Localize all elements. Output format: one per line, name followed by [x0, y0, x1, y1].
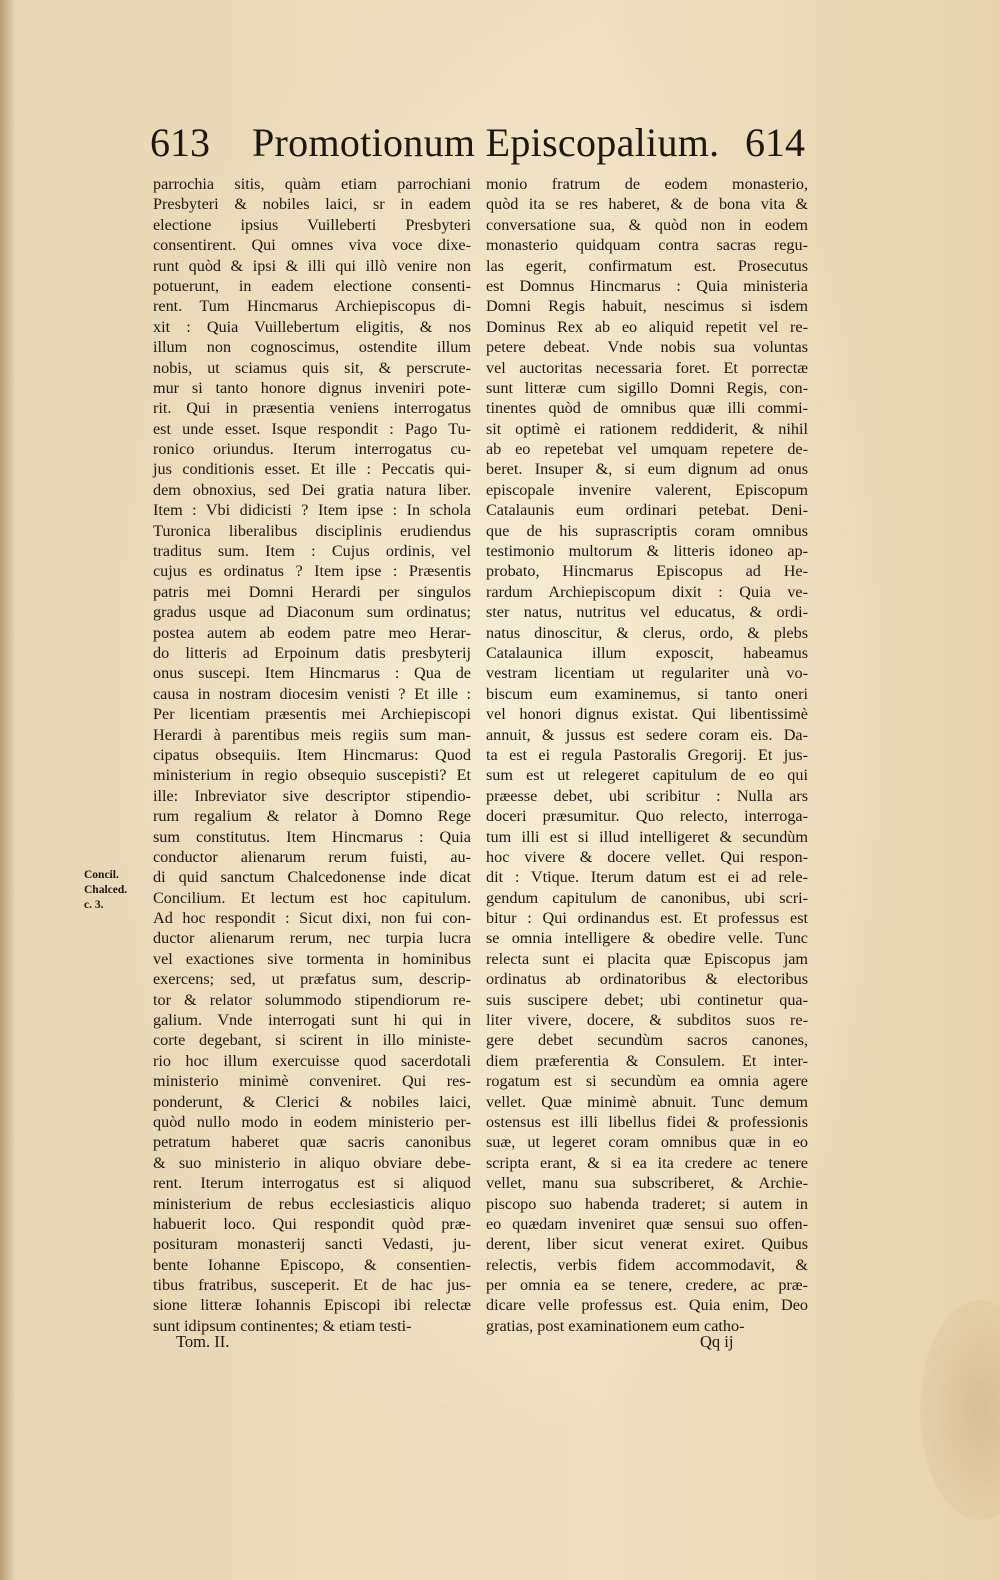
- text-line: dit : Vtique. Iterum datum est ei ad rele-: [486, 868, 808, 887]
- text-line: di quid sanctum Chalcedonense inde dicat: [153, 868, 471, 887]
- text-line: conductor alienarum rerum fuisti, au-: [153, 847, 471, 866]
- text-line: ostensus est illi libellus fidei & professionis: [486, 1112, 808, 1131]
- text-line: suæ, ut legeret coram omnibus quæ in eo: [486, 1133, 808, 1152]
- text-line: runt quòd & ipsi & illi qui illò venire non: [153, 256, 471, 275]
- text-line: natus dinoscitur, & clerus, ordo, & plebs: [486, 623, 808, 642]
- text-line: monasterio quidquam contra sacras regu-: [486, 236, 808, 255]
- text-line: ille: Inbreviator sive descriptor stipendio-: [153, 786, 471, 805]
- text-line: Dominus Rex ab eo aliquid repetit vel re-: [486, 317, 808, 336]
- text-line: tor & relator solummodo stipendiorum re-: [153, 990, 471, 1009]
- text-line: postea autem ab eodem patre meo Herar-: [153, 623, 471, 642]
- text-line: vellet. Quæ minimè abnuit. Tunc demum: [486, 1092, 808, 1111]
- text-line: patris mei Domni Herardi per singulos: [153, 582, 471, 601]
- text-line: potuerunt, in eadem electione consenti-: [153, 276, 471, 295]
- text-line: jus conditionis esset. Et ille : Peccatis qui-: [153, 460, 471, 479]
- text-line: tinentes quòd de omnibus quæ illi commi-: [486, 399, 808, 418]
- text-line: rio hoc illum exercuisse quod sacerdotali: [153, 1051, 471, 1070]
- text-line: præesse debet, ubi scribitur : Nulla ars: [486, 786, 808, 805]
- text-line: posituram monasterij sancti Vedasti, ju-: [153, 1235, 471, 1254]
- text-line: ministerium de rebus ecclesiasticis aliquo: [153, 1194, 471, 1213]
- text-line: Catalaunica illum exposcit, habeamus: [486, 643, 808, 662]
- text-line: que de his suprascriptis coram omnibus: [486, 521, 808, 540]
- margin-note-line: c. 3.: [84, 899, 104, 911]
- text-line: ministerio minimè conveniret. Qui res-: [153, 1072, 471, 1091]
- text-line: monio fratrum de eodem monasterio,: [486, 175, 808, 193]
- text-line: causa in nostram diocesim venisti ? Et ille :: [153, 684, 471, 703]
- text-line: electione ipsius Vuilleberti Presbyteri: [153, 215, 471, 234]
- text-line: petratum haberet quæ sacris canonibus: [153, 1133, 471, 1152]
- text-line: gendum capitulum de canonibus, ubi scri-: [486, 888, 808, 907]
- page-header: [150, 118, 805, 168]
- text-line: petere debeat. Vnde nobis sua voluntas: [486, 338, 808, 357]
- text-line: rit. Qui in præsentia veniens interrogatus: [153, 399, 471, 418]
- text-line: dicare velle professus est. Quia enim, Deo: [486, 1296, 808, 1315]
- text-line: ductor alienarum rerum, nec turpia lucra: [153, 929, 471, 948]
- text-line: se omnia intelligere & obedire velle. Tunc: [486, 929, 808, 948]
- text-line: sum est ut relegeret capitulum de eo qui: [486, 766, 808, 785]
- text-line: habuerit loco. Qui respondit quòd præ-: [153, 1214, 471, 1233]
- text-line: rum regalium & relator à Domno Rege: [153, 807, 471, 826]
- text-line: Turonica liberalibus disciplinis erudiendus: [153, 521, 471, 540]
- text-line: suis suscipere debet; ubi continetur qua-: [486, 990, 808, 1009]
- text-line: liter vivere, docere, & subditos suos re-: [486, 1011, 808, 1030]
- text-line: & suo ministerio in aliquo obviare debe-: [153, 1153, 471, 1172]
- text-line: rogatum est si secundùm ea omnia agere: [486, 1072, 808, 1091]
- text-line: ta est ei regula Pastoralis Gregorij. Et jus-: [486, 745, 808, 764]
- text-line: Per licentiam præsentis mei Archiepiscopi: [153, 705, 471, 724]
- text-line: illum non cognoscimus, ostendite illum: [153, 338, 471, 357]
- volume-label: Tom. II.: [176, 1332, 230, 1351]
- text-line: bitur : Qui ordinandus est. Et professus est: [486, 909, 808, 928]
- text-line: probato, Hincmarus Episcopus ad He-: [486, 562, 808, 581]
- margin-note-line: Concil.: [84, 869, 119, 881]
- text-line: Domni Regis habuit, nescimus si isdem: [486, 297, 808, 316]
- marginal-note: [84, 868, 144, 913]
- text-line: tibus fratribus, susceperit. Et de hac jus-: [153, 1276, 471, 1295]
- text-line: sione litteræ Iohannis Episcopi ibi relectæ: [153, 1296, 471, 1315]
- text-line: per omnia ea se tenere, credere, ac præ-: [486, 1276, 808, 1295]
- text-line: Presbyteri & nobiles laici, sr in eadem: [153, 195, 471, 214]
- text-line: est Domnus Hincmarus : Quia ministeria: [486, 276, 808, 295]
- text-line: do litteris ad Erpoinum datis presbyterij: [153, 643, 471, 662]
- text-line: relecta sunt ei placita quæ Episcopus jam: [486, 949, 808, 968]
- text-line: las egerit, confirmatum est. Prosecutus: [486, 256, 808, 275]
- signature-mark: Qq ij: [700, 1332, 734, 1351]
- text-line: vel auctoritas necessaria foret. Et porrectæ: [486, 358, 808, 377]
- text-line: vellet, manu sua subscriberet, & Archie-: [486, 1174, 808, 1193]
- text-line: quòd ita se res haberet, & de bona vita &: [486, 195, 808, 214]
- text-line: episcopale invenire valerent, Episcopum: [486, 480, 808, 499]
- text-line: relectis, verbis fidem accommodavit, &: [486, 1255, 808, 1274]
- text-line: corte degebant, si scirent in illo ministe-: [153, 1031, 471, 1050]
- text-line: hoc vivere & docere vellet. Qui respon-: [486, 847, 808, 866]
- margin-note-line: Chalced.: [84, 884, 128, 896]
- text-line: cujus es ordinatus ? Item ipse : Præsentis: [153, 562, 471, 581]
- text-line: bente Iohanne Episcopo, & consentien-: [153, 1255, 471, 1274]
- text-line: ronico oriundus. Iterum interrogatus cu-: [153, 440, 471, 459]
- text-line: gradus usque ad Diaconum sum ordinatus;: [153, 603, 471, 622]
- text-line: vel exactiones sive tormenta in hominibus: [153, 949, 471, 968]
- text-line: eo quædam inveniret quæ sensui suo offen-: [486, 1214, 808, 1233]
- text-line: sunt idipsum continentes; & etiam testi-: [153, 1316, 412, 1335]
- text-line: mur si tanto honore dignus inveniri pote-: [153, 378, 471, 397]
- text-line: quòd nullo modo in eodem ministerio per-: [153, 1112, 471, 1131]
- text-line: exercens; sed, ut præfatus sum, descrip-: [153, 970, 471, 989]
- text-line: scripta erant, & si ea ita credere ac tenere: [486, 1153, 808, 1172]
- text-line: est unde esset. Isque respondit : Pago Tu-: [153, 419, 471, 438]
- text-line: Concilium. Et lectum est hoc capitulum.: [153, 888, 471, 907]
- text-line: vestram licentiam ut regulariter unà vo-: [486, 664, 808, 683]
- text-line: cipatus obsequiis. Item Hincmarus: Quod: [153, 745, 471, 764]
- text-line: traditus sum. Item : Cujus ordinis, vel: [153, 542, 471, 561]
- text-line: diem præferentia & Consulem. Et inter-: [486, 1051, 808, 1070]
- text-line: beret. Insuper &, si eum dignum ad onus: [486, 460, 808, 479]
- running-title: Promotionum Episcopalium.: [252, 120, 720, 165]
- text-line: rardum Archiepiscopum dixit : Quia ve-: [486, 582, 808, 601]
- text-line: gratias, post examinationem eum catho-: [486, 1316, 745, 1335]
- text-line: ster natus, nutritus vel educatus, & ordi-: [486, 603, 808, 622]
- text-line: conversatione sua, & quòd non in eodem: [486, 215, 808, 234]
- folio-number-left: 613: [150, 120, 210, 165]
- text-line: xit : Quia Vuillebertum eligitis, & nos: [153, 317, 471, 336]
- text-line: Catalaunis eum ordinari petebat. Deni-: [486, 501, 808, 520]
- text-line: consentirent. Qui omnes viva voce dixe-: [153, 236, 471, 255]
- text-line: nobis, ut sciamus quis sit, & perscrute-: [153, 358, 471, 377]
- text-line: vel honori dignus existat. Qui libentissimè: [486, 705, 808, 724]
- text-line: galium. Vnde interrogati sunt hi qui in: [153, 1011, 471, 1030]
- left-text-column: [153, 174, 471, 1336]
- text-line: annuit, & jussus est sedere coram eis. Da-: [486, 725, 808, 744]
- paper-stain: [920, 1300, 1000, 1520]
- text-line: piscopo suo habenda traderet; si autem in: [486, 1194, 808, 1213]
- text-line: tum illi est si illud intelligeret & secundùm: [486, 827, 808, 846]
- text-line: doceri præsumitur. Quo relecto, interroga-: [486, 807, 808, 826]
- folio-number-right: 614: [745, 120, 805, 165]
- text-line: ministerium in regio obsequio suscepisti? Et: [153, 766, 471, 785]
- text-line: gere debet secundùm sacros canones,: [486, 1031, 808, 1050]
- text-line: ab eo repetebat vel umquam repetere de-: [486, 440, 808, 459]
- text-line: biscum eum examinemus, si tanto oneri: [486, 684, 808, 703]
- text-line: rent. Tum Hincmarus Archiepiscopus di-: [153, 297, 471, 316]
- text-line: testimonio multorum & litteris idoneo ap-: [486, 542, 808, 561]
- text-line: sum constitutus. Item Hincmarus : Quia: [153, 827, 471, 846]
- text-line: onus suscepi. Item Hincmarus : Qua de: [153, 664, 471, 683]
- gutter-shadow: [0, 0, 16, 1580]
- text-line: dem obnoxius, sed Dei gratia natura liber.: [153, 480, 471, 499]
- text-line: Item : Vbi didicisti ? Item ipse : In schola: [153, 501, 471, 520]
- text-line: parrochia sitis, quàm etiam parrochiani: [153, 175, 471, 193]
- text-line: sit optimè ei rationem reddiderit, & nihil: [486, 419, 808, 438]
- text-line: derent, liber sicut venerat exiret. Quibus: [486, 1235, 808, 1254]
- text-line: ordinatus ab ordinatoribus & electoribus: [486, 970, 808, 989]
- text-line: ponderunt, & Clerici & nobiles laici,: [153, 1092, 471, 1111]
- text-line: Herardi à parentibus meis regiis sum man-: [153, 725, 471, 744]
- text-line: Ad hoc respondit : Sicut dixi, non fui con-: [153, 909, 471, 928]
- text-line: sunt litteræ cum sigillo Domni Regis, con-: [486, 378, 808, 397]
- right-text-column: [486, 174, 808, 1336]
- text-line: rent. Iterum interrogatus est si aliquod: [153, 1174, 471, 1193]
